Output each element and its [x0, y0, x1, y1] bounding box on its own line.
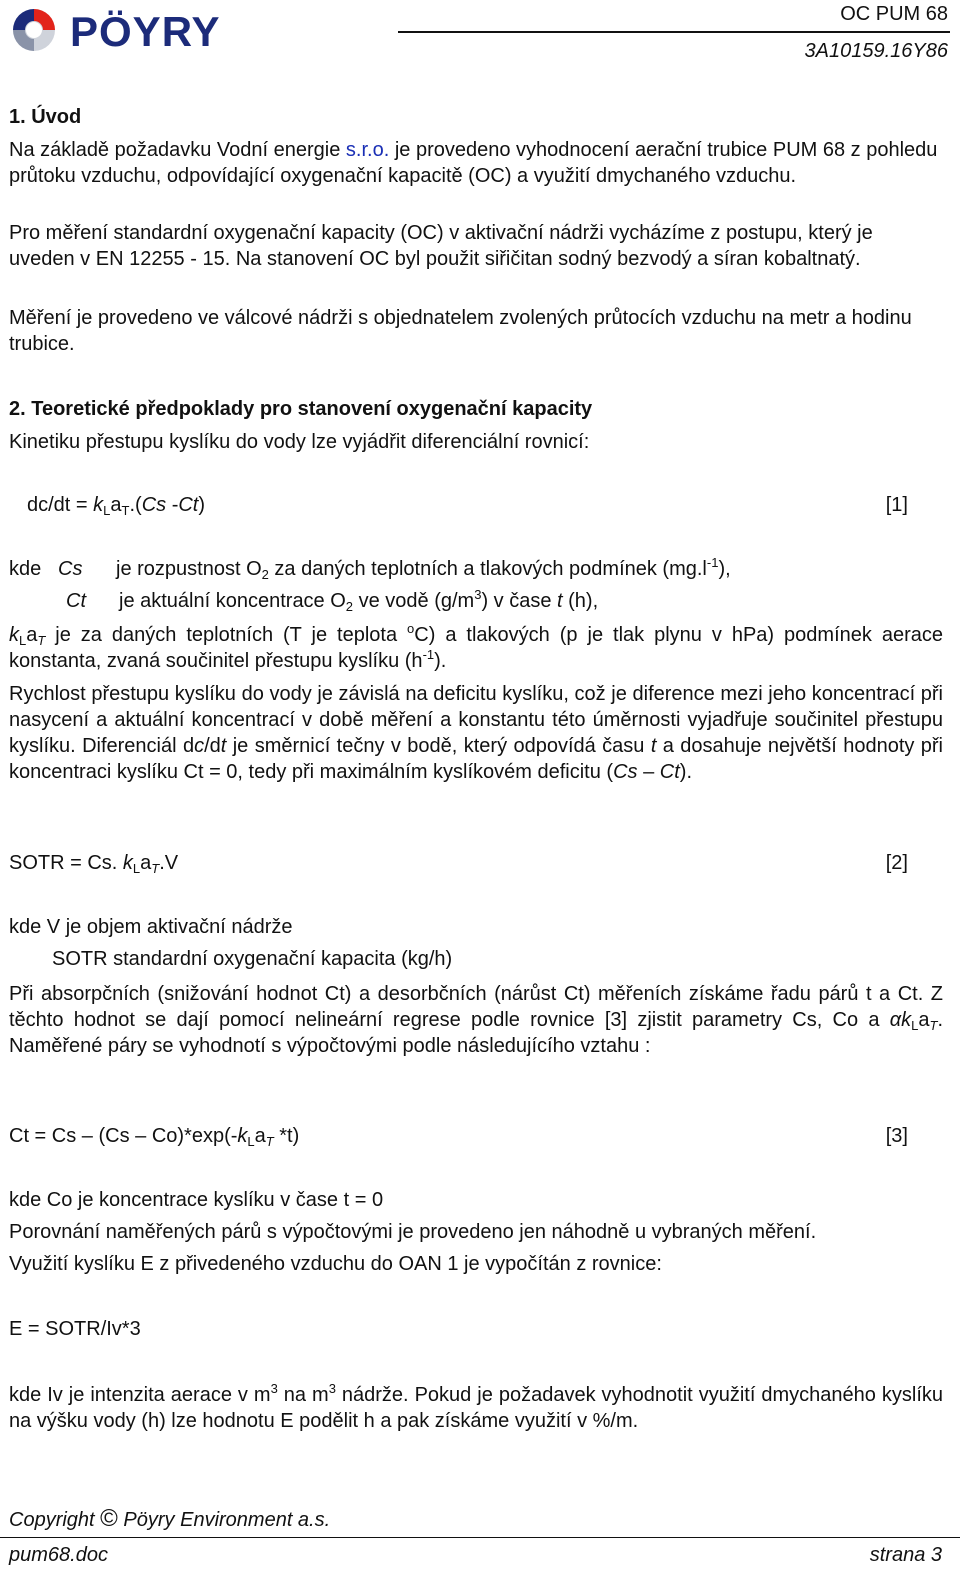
ct-symbol: Ct: [66, 590, 86, 612]
rate-paragraph: Rychlost přestupu kyslíku do vody je závislá na deficitu kyslíku, což je diference mezi jeho koncentrací při nasycení a aktuální koncentrací v době měření a konstantu této úměrnosti vyjadřuje součinitel přestupu kyslíku. Diferenciál dc/dt je směrnicí tečny v bodě, který odpovídá času t a dosahuje největší hodnoty při koncentraci kyslíku Ct = 0, tedy při maximálním kyslíkovém deficitu (Cs – Ct).: [9, 683, 944, 783]
section-1-heading: 1. Úvod: [9, 106, 82, 128]
section-2-heading: 2. Teoretické předpoklady pro stanovení oxygenační kapacity: [9, 398, 593, 420]
sotr-definition: SOTR standardní oxygenační kapacita (kg/h): [52, 948, 453, 970]
equation-2: SOTR = Cs. $k_La_T.V$: [9, 852, 179, 876]
footer-rule: [0, 1537, 960, 1538]
intro-paragraph-1: Na základě požadavku Vodní energie s.r.o. je provedeno vyhodnocení aerační trubice PUM 68 z pohledu průtoku vzduchu, odpovídající oxygenační kapacitě (OC) a využití dmychaného vzduchu.: [9, 139, 938, 187]
v-definition: kde V je objem aktivační nádrže: [9, 916, 293, 938]
kla-definition: $k_La_T$ je za daných teplotních (T je teplota $^o$C) a tlakových (p je tlak plynu v hPa) podmínek aerace konstanta, zvaná součinitel přestupu kyslíku $(h^{-1})$.: [9, 621, 943, 672]
equation-1-number: [1]: [885, 494, 908, 516]
poyry-logo: [8, 4, 283, 56]
iv-paragraph: kde Iv je intenzita aerace v $m^3$ na $m^3$ nádrže. Pokud je požadavek vyhodnotit využití dmychaného kyslíku na výšku vody (h) lze hodnotu E podělit h a pak získáme využití v %/m.: [9, 1381, 943, 1432]
footer-page-number: strana 3: [869, 1544, 942, 1566]
comparison-text: Porovnání naměřených párů s výpočtovými je provedeno jen náhodně u vybraných měření.: [9, 1221, 817, 1243]
poyry-logo-mark-icon: [13, 9, 55, 51]
intro-paragraph-3: Měření je provedeno ve válcové nádrži s objednatelem zvolených průtocích vzduchu na metr a hodinu trubice.: [9, 307, 912, 355]
theory-intro: Kinetiku přestupu kyslíku do vody lze vyjádřit diferenciální rovnicí:: [9, 431, 590, 453]
equation-1: $dc/dt = k_La_T.(Cs$ -Ct): [27, 494, 206, 518]
equation-4: E = SOTR/Iv*3: [9, 1318, 141, 1340]
copyright-line: Copyright © Pöyry Environment a.s.: [9, 1505, 331, 1532]
cs-symbol: Cs: [58, 558, 83, 580]
equation-3: $Ct = Cs - (Cs - Co)*\exp(-k_La_T$ *t): [9, 1125, 300, 1149]
usage-text: Využití kyslíku E z přivedeného vzduchu do OAN 1 je vypočítán z rovnice:: [9, 1253, 662, 1275]
footer-filename: pum68.doc: [9, 1544, 108, 1566]
ct-definition: je aktuální koncentrace $O_2$ ve vodě $(g/m^3)$ v čase t (h),: [119, 587, 599, 614]
copyright-icon: ©: [100, 1505, 118, 1532]
cs-definition: je rozpustnost $O_2$ za daných teplotních a tlakových podmínek $(mg.l^{-1})$,: [116, 555, 731, 582]
co-definition: kde Co je koncentrace kyslíku v čase t = 0: [9, 1189, 384, 1211]
absorption-paragraph: Při absorpčních (snižování hodnot Ct) a desorbčních (nárůst Ct) měřeních získáme řadu párů t a Ct. Z těchto hodnot se dají pomocí nelineární regrese podle rovnice [3] zjistit parametry Cs, Co a $\alpha k_La_T$. Naměřené páry se vyhodnotí s výpočtovými podle následujícího vztahu :: [9, 983, 943, 1057]
header-rule: [398, 31, 950, 33]
equation-3-number: [3]: [885, 1125, 908, 1147]
poyry-logo-text: PÖYRY: [70, 8, 221, 55]
doc-number: 3A10159.16Y86: [804, 40, 948, 62]
kde-label: kde: [9, 558, 42, 580]
equation-2-number: [2]: [885, 852, 908, 874]
doc-code: OC PUM 68: [840, 3, 948, 25]
intro-paragraph-2: Pro měření standardní oxygenační kapacity (OC) v aktivační nádrži vycházíme z postupu, který je uveden v EN 12255 - 15. Na stanovení OC byl použit siřičitan sodný bezvodý a síran kobaltnatý.: [9, 222, 873, 270]
company-link[interactable]: s.r.o.: [345, 139, 390, 161]
